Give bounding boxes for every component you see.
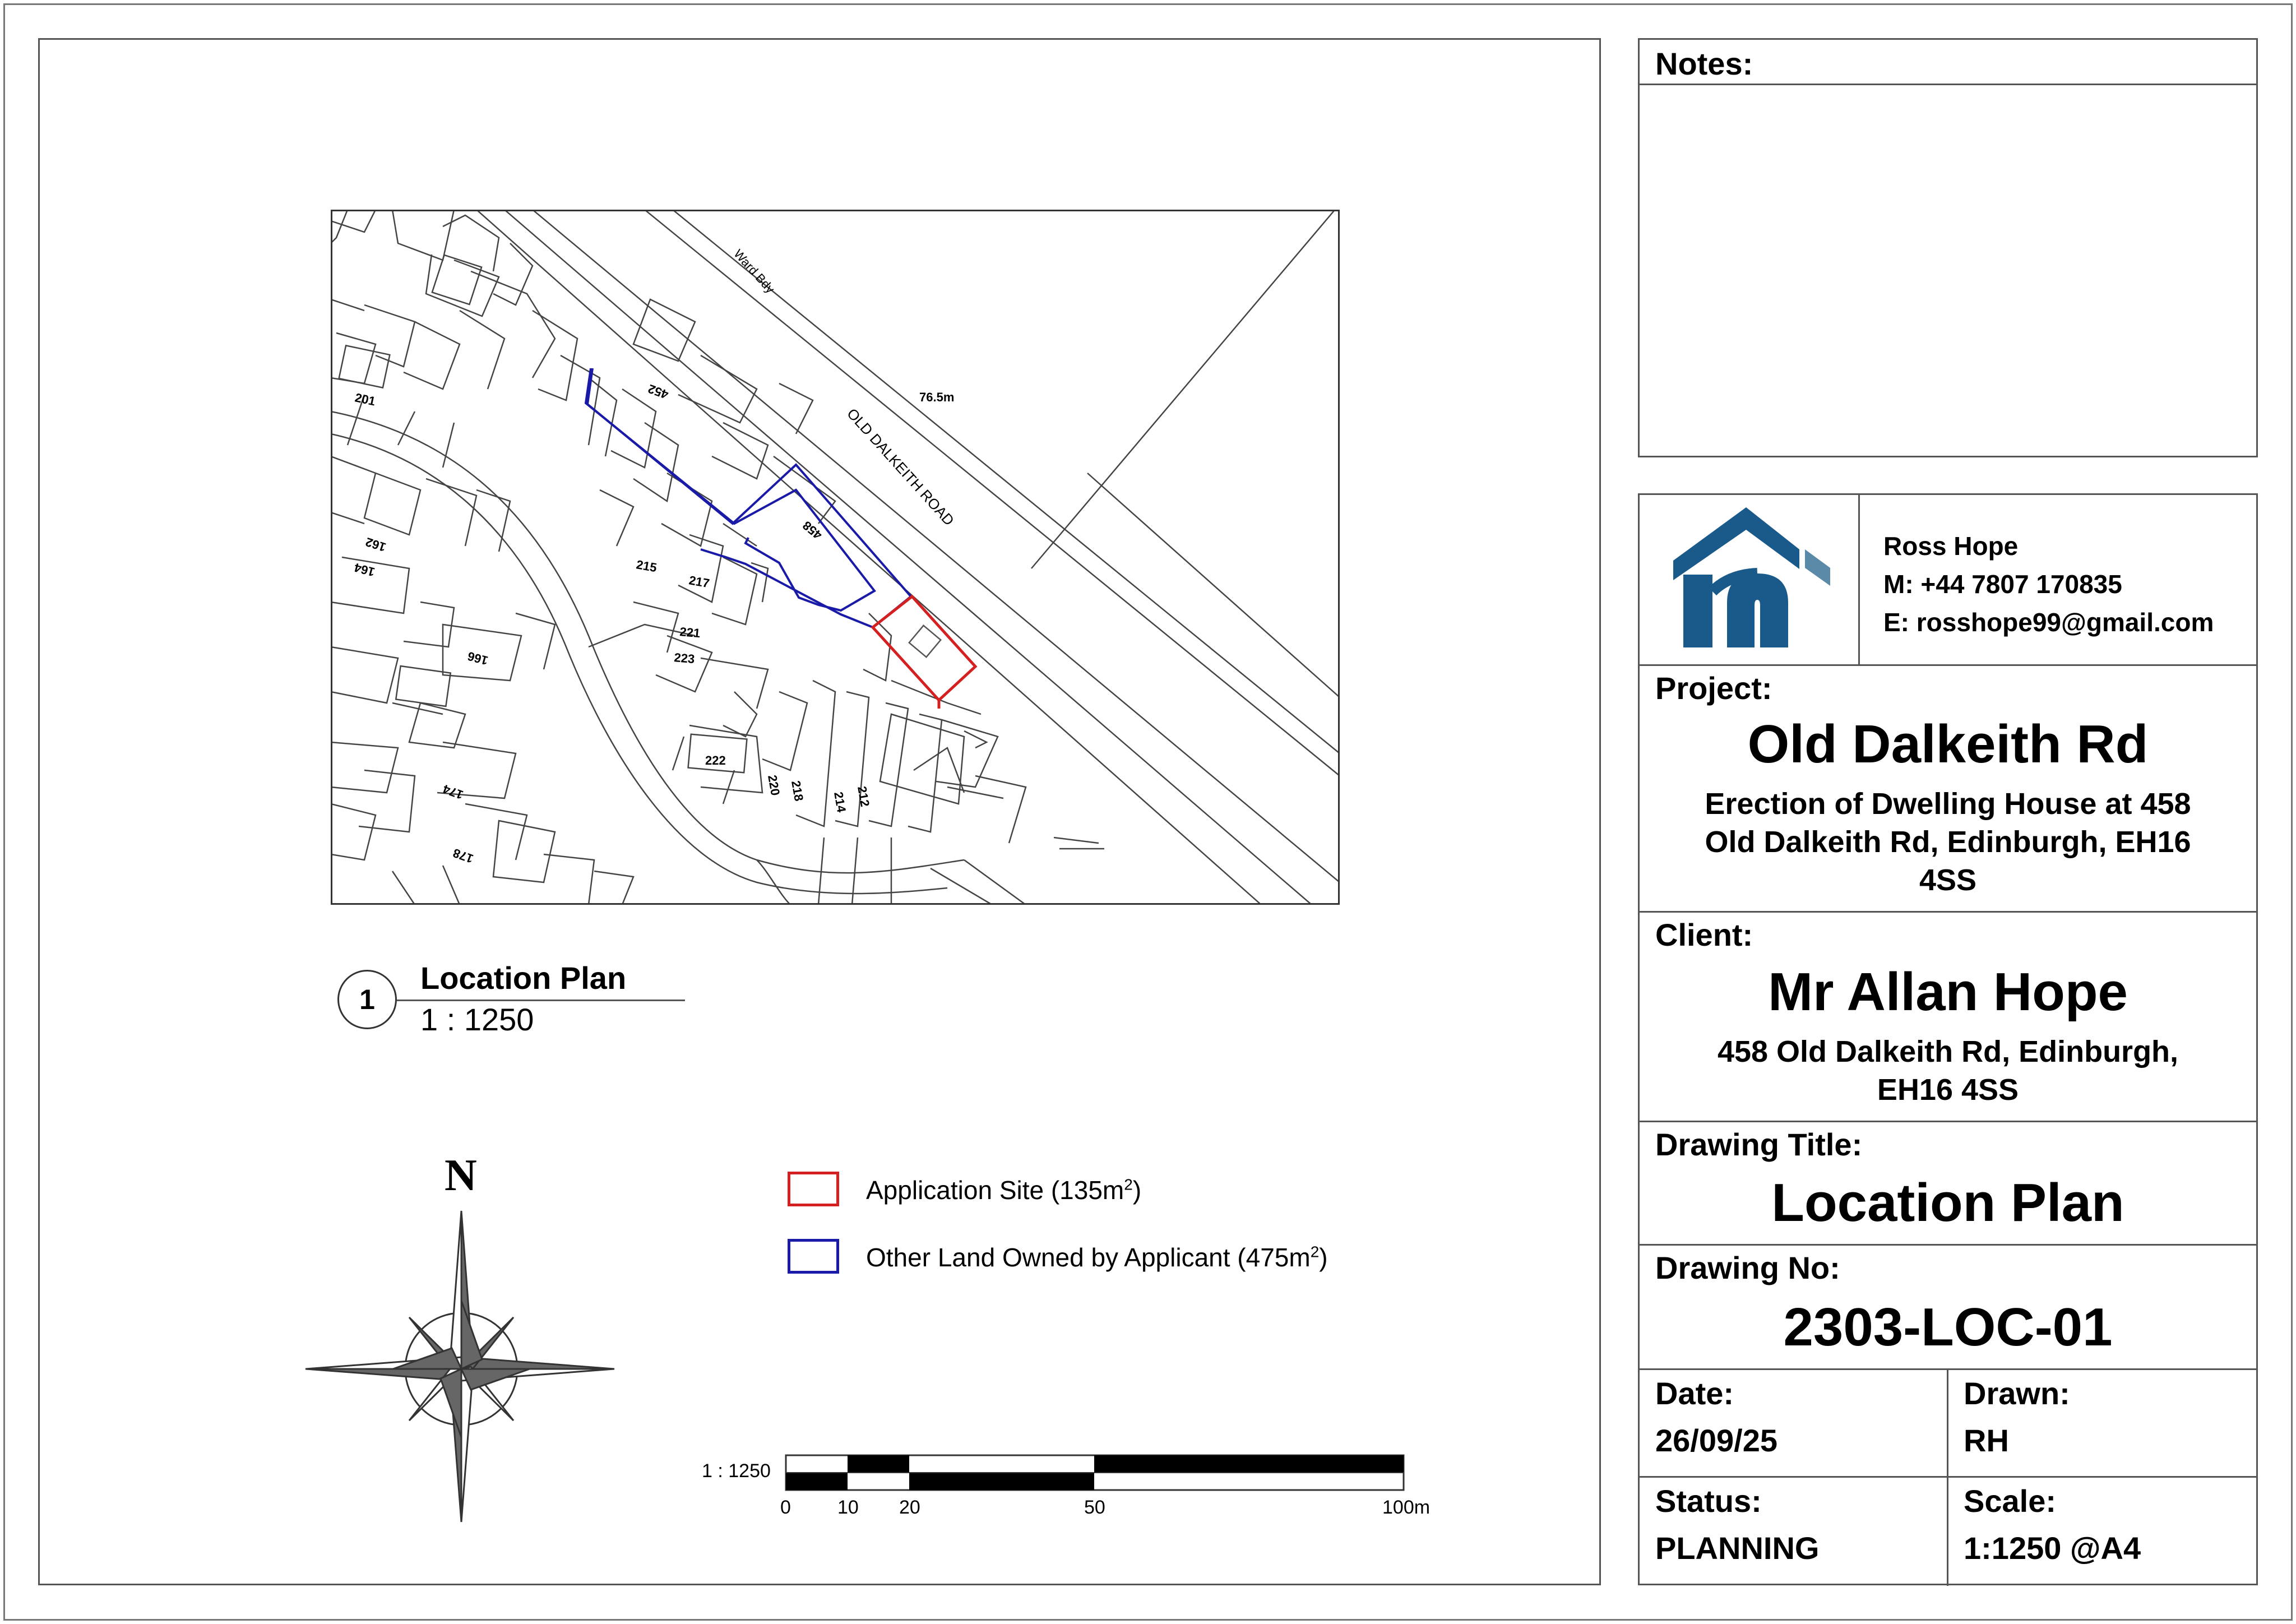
view-scale: 1 : 1250 (420, 1002, 534, 1037)
plot-number-label: 166 (466, 649, 490, 668)
plot-number-label: 218 (789, 779, 807, 803)
plot-number-label: 178 (451, 845, 475, 866)
legend-swatch-blue (788, 1239, 839, 1274)
client-addr-line-2: EH16 4SS (1877, 1073, 2019, 1107)
plot-number-label: 212 (855, 785, 873, 808)
project-title: Old Dalkeith Rd (1747, 714, 2149, 774)
notes-box (1638, 38, 2258, 457)
title-block (1638, 493, 2258, 1585)
drawing-no-heading: Drawing No: (1655, 1250, 1840, 1285)
view-number-circle (337, 970, 397, 1029)
ward-label: Ward Bdy (731, 247, 777, 296)
date-value: 26/09/25 (1655, 1423, 1777, 1458)
project-desc-line-2: Old Dalkeith Rd, Edinburgh, EH16 (1705, 825, 2191, 859)
north-letter: N (445, 1151, 477, 1200)
scale-heading: Scale: (1964, 1483, 2056, 1519)
date-heading: Date: (1655, 1376, 1734, 1411)
road-label: OLD DALKEITH ROAD (844, 405, 958, 529)
project-heading: Project: (1655, 670, 1772, 706)
drawing-title-heading: Drawing Title: (1655, 1127, 1863, 1162)
drawn-value: RH (1964, 1423, 2009, 1458)
client-name: Mr Allan Hope (1768, 962, 2128, 1022)
drawing-no-value: 2303-LOC-01 (1783, 1297, 2113, 1357)
plot-number-label: 214 (831, 790, 849, 814)
plot-number-label: 221 (679, 624, 701, 641)
map-frame (331, 210, 1340, 905)
plot-number-label: 174 (441, 781, 465, 802)
client-addr-line-1: 458 Old Dalkeith Rd, Edinburgh, (1717, 1035, 2179, 1068)
status-heading: Status: (1655, 1483, 1762, 1519)
scale-tick-10: 10 (837, 1497, 859, 1518)
contact-email: E: rosshope99@gmail.com (1883, 608, 2214, 637)
plot-number-label: 222 (705, 753, 726, 767)
legend-label: Application Site $(135m^2)$ (866, 1176, 1142, 1205)
drawing-title-value: Location Plan (1771, 1173, 2124, 1233)
project-desc-line-3: 4SS (1919, 863, 1977, 897)
scale-bar (785, 1454, 1413, 1499)
compass-rose-icon (303, 1205, 617, 1525)
spot-height-label: 76.5m (919, 390, 955, 404)
company-logo-icon (1673, 507, 1830, 650)
scale-tick-100: 100m (1382, 1497, 1431, 1518)
scalebar-ratio: 1 : 1250 (702, 1460, 771, 1482)
plot-number-label: 458 (800, 518, 825, 543)
plot-number-label: 201 (353, 390, 377, 409)
plot-number-label: 217 (688, 573, 711, 591)
status-value: PLANNING (1655, 1530, 1820, 1566)
plot-number-label: 162 (363, 534, 388, 555)
legend-label: Other Land Owned by Applicant $(475m^2)$ (866, 1243, 1328, 1272)
scale-value: 1:1250 @A4 (1964, 1530, 2141, 1566)
scale-tick-20: 20 (899, 1497, 920, 1518)
plot-number-label: 223 (673, 650, 696, 667)
project-desc-line-1: Erection of Dwelling House at 458 (1705, 787, 2191, 821)
scale-tick-50: 50 (1084, 1497, 1105, 1518)
plot-number-label: 452 (646, 381, 670, 402)
plot-number-label: 164 (353, 560, 377, 580)
plot-number-label: 220 (765, 774, 783, 797)
notes-heading: Notes: (1655, 46, 1753, 81)
view-title: Location Plan (420, 960, 627, 996)
legend-swatch-red (788, 1172, 839, 1206)
contact-name: Ross Hope (1883, 531, 2019, 561)
drawn-heading: Drawn: (1964, 1376, 2070, 1411)
view-number: 1 (359, 984, 375, 1015)
contact-mobile: M: +44 7807 170835 (1883, 570, 2122, 599)
client-heading: Client: (1655, 917, 1753, 952)
plot-number-label: 215 (635, 557, 658, 575)
scale-tick-0: 0 (780, 1497, 791, 1518)
